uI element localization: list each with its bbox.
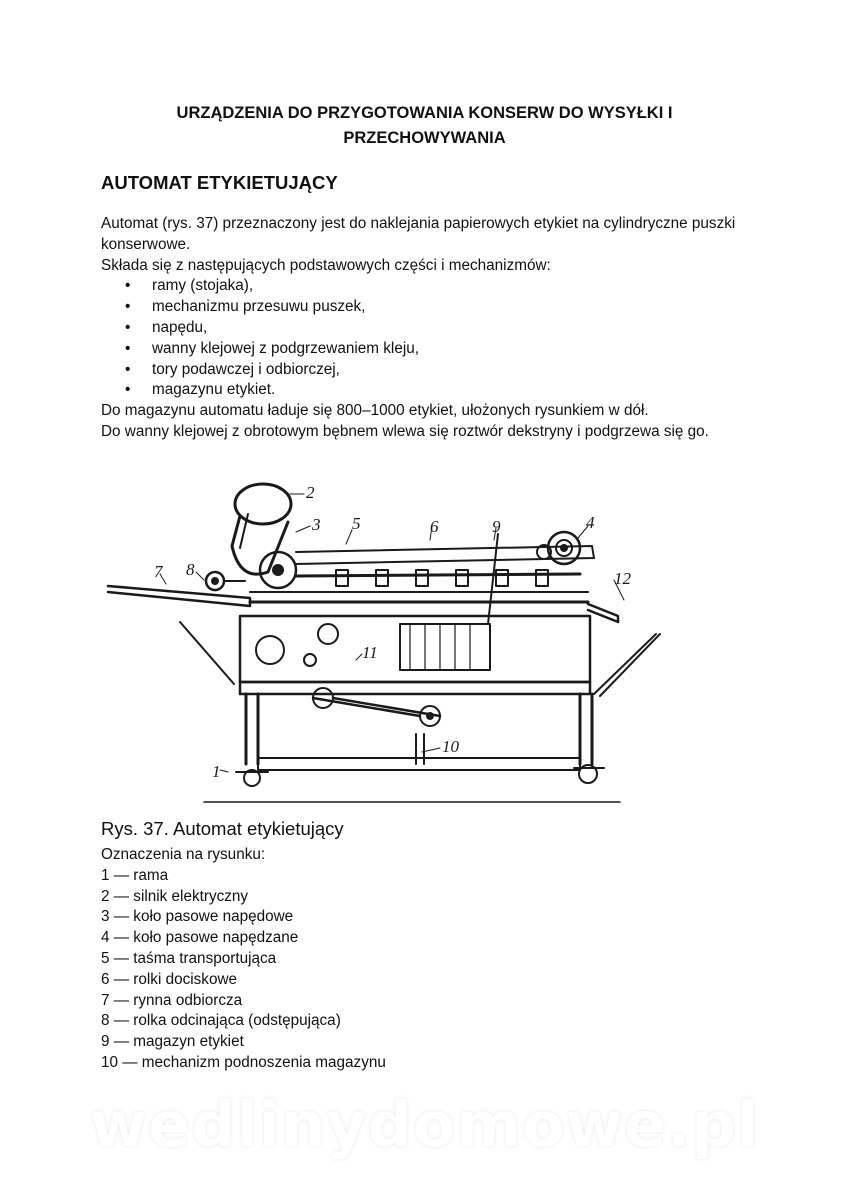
parts-list-item: • magazynu etykiet. <box>101 380 761 401</box>
pressure-rollers <box>336 570 548 586</box>
section-heading: AUTOMAT ETYKIETUJĄCY <box>101 172 338 193</box>
intro-paragraph: Automat (rys. 37) przeznaczony jest do naklejania papierowych etykiet na cylindryczne puszki konserwowe. <box>101 215 736 253</box>
legend-item: 5 — taśma transportująca <box>101 949 277 967</box>
figure-legend <box>101 845 761 1074</box>
watermark: wedlinydomowe.pl <box>89 1088 760 1161</box>
drawing-label-8: 8 <box>186 560 195 579</box>
parts-list-item: • tory podawczej i odbiorczej, <box>101 360 761 381</box>
legend-item: 4 — koło pasowe napędzane <box>101 929 299 947</box>
parts-list <box>101 276 761 401</box>
legend-item: 7 — rynna odbiorcza <box>101 991 243 1009</box>
legend-item: 3 — koło pasowe napędowe <box>101 908 294 926</box>
parts-list-item: • napędu, <box>101 318 761 339</box>
legend-intro: Oznaczenia na rysunku: <box>101 846 266 863</box>
drawing-label-5: 5 <box>352 514 361 533</box>
page-title: URZĄDZENIA DO PRZYGOTOWANIA KONSERW DO WYSYŁKI I PRZECHOWYWANIA <box>176 104 673 147</box>
drawing-label-10: 10 <box>442 737 459 756</box>
glue-paragraph: Do wanny klejowej z obrotowym bębnem wlewa się roztwór dekstryny i podgrzewa się go. <box>101 422 709 440</box>
magazine-paragraph: Do magazynu automatu ładuje się 800–1000 etykiet, ułożonych rysunkiem w dół. <box>101 402 649 420</box>
legend-item: 10 — mechanizm podnoszenia magazynu <box>101 1053 386 1071</box>
labeling-machine-drawing <box>100 474 631 804</box>
legend-item: 6 — rolki dociskowe <box>101 970 238 988</box>
legend-list <box>101 866 761 1074</box>
magazine-lifting-mechanism <box>313 688 440 764</box>
legend-item: 1 — rama <box>101 866 169 884</box>
drawing-label-11: 11 <box>362 643 378 662</box>
drawing-label-2: 2 <box>306 483 315 502</box>
parts-list-item: • mechanizmu przesuwu puszek, <box>101 297 761 318</box>
drive-pulley <box>260 552 296 588</box>
drawing-label-12: 12 <box>614 569 631 588</box>
legend-item: 8 — rolka odcinająca (odstępująca) <box>101 1012 341 1030</box>
machine-frame <box>204 682 620 802</box>
cutoff-roller <box>206 572 245 590</box>
drawing-label-3: 3 <box>312 515 321 534</box>
parts-list-item: • ramy (stojaka), <box>101 276 761 297</box>
figure-caption: Rys. 37. Automat etykietujący <box>101 818 344 839</box>
drawing-label-1: 1 <box>212 762 221 781</box>
drawing-label-7: 7 <box>154 562 163 581</box>
conveyor-belt <box>250 546 594 602</box>
drawing-label-4: 4 <box>586 513 595 532</box>
legend-item: 2 — silnik elektryczny <box>101 887 249 905</box>
intro-section <box>101 214 761 443</box>
parts-list-item: • wanny klejowej z podgrzewaniem kleju, <box>101 339 761 360</box>
parts-intro: Składa się z następujących podstawowych części i mechanizmów: <box>101 256 551 274</box>
drawing-label-6: 6 <box>430 517 439 536</box>
legend-item: 9 — magazyn etykiet <box>101 1033 244 1051</box>
drawing-label-9: 9 <box>492 517 501 536</box>
